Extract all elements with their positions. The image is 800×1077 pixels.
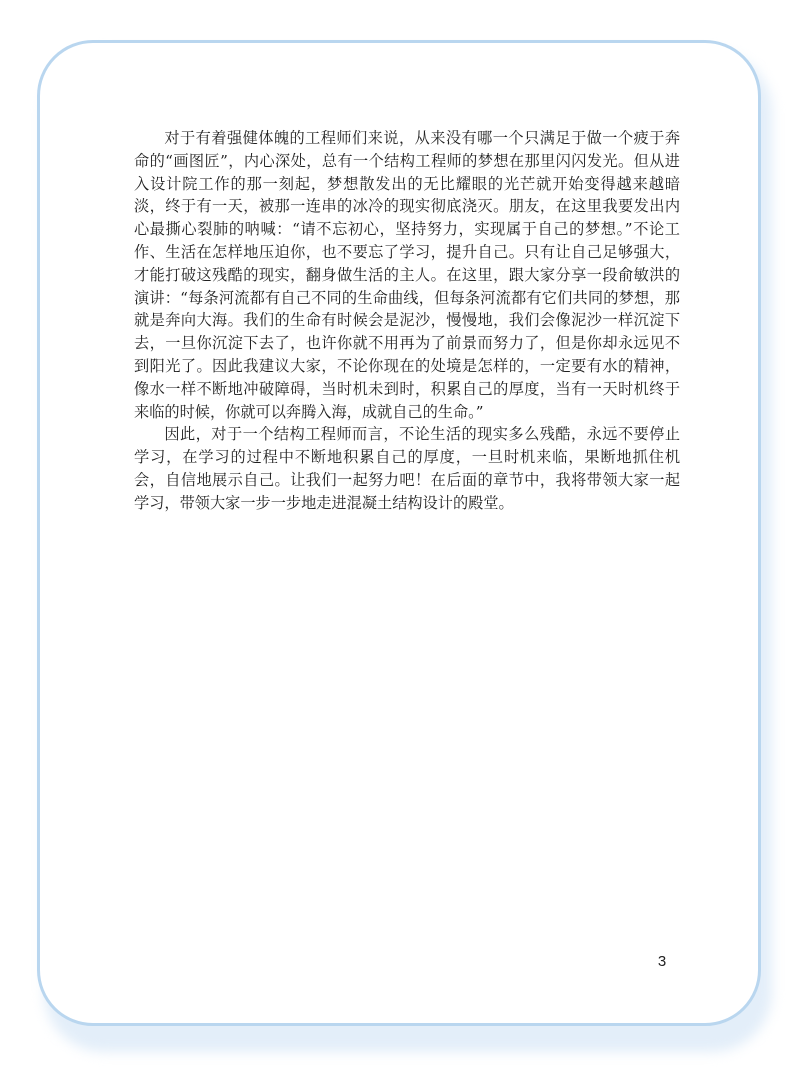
page-number: 3	[657, 953, 667, 970]
paragraph-2: 因此，对于一个结构工程师而言，不论生活的现实多么残酷，永远不要停止学习，在学习的过程中不断地积累自己的厚度，一旦时机来临，果断地抓住机会，自信地展示自己。让我们一起努力吧！在后面的章节中，我将带领大家一起学习，带领大家一步一步地走进混凝土结构设计的殿堂。	[134, 425, 680, 512]
paragraph-1: 对于有着强健体魄的工程师们来说，从来没有哪一个只满足于做一个疲于奔命的“画图匠”，内心深处，总有一个结构工程师的梦想在那里闪闪发光。但从进入设计院工作的那一刻起，梦想散发出的无比耀眼的光芒就开始变得越来越暗淡，终于有一天，被那一连串的冰冷的现实彻底浇灭。朋友，在这里我要发出内心最撕心裂肺的呐喊：“请不忘初心，坚持努力，实现属于自己的梦想。”不论工作、生活在怎样地压迫你，也不要忘了学习，提升自己。只有让自己足够强大，才能打破这残酷的现实，翻身做生活的主人。在这里，跟大家分享一段俞敏洪的演讲：“每条河流都有自己不同的生命曲线，但每条河流都有它们共同的梦想，那就是奔向大海。我们的生命有时候会是泥沙，慢慢地，我们会像泥沙一样沉淀下去，一旦你沉淀下去了，也许你就不用再为了前景而努力了，但是你却永远见不到阳光了。因此我建议大家，不论你现在的处境是怎样的，一定要有水的精神，像水一样不断地冲破障碍，当时机未到时，积累自己的厚度，当有一天时机终于来临的时候，你就可以奔腾入海，成就自己的生命。”	[134, 129, 680, 421]
body-text	[134, 127, 680, 515]
